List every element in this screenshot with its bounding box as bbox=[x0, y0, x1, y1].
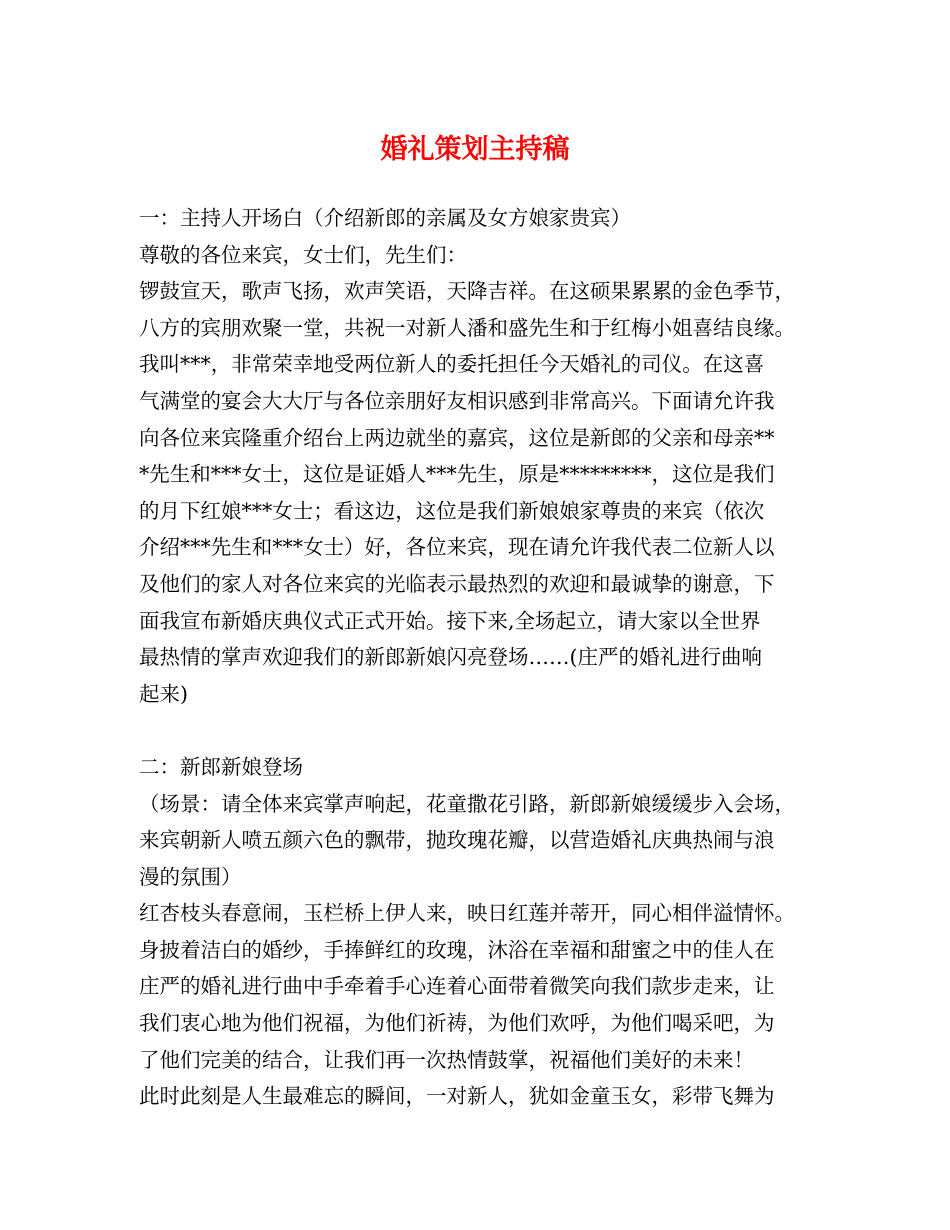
body-line: 的月下红娘***女士；看这边，这位是我们新娘娘家尊贵的来宾（依次 bbox=[139, 498, 765, 523]
body-line: 我叫***，非常荣幸地受两位新人的委托担任今天婚礼的司仪。在这喜 bbox=[139, 352, 765, 377]
section-heading-entrance: 二：新郎新娘登场 bbox=[139, 754, 303, 779]
body-line: 锣鼓宣天，歌声飞扬，欢声笑语，天降吉祥。在这硕果累累的金色季节， bbox=[139, 279, 795, 304]
section-heading-opening: 一：主持人开场白（介绍新郎的亲属及女方娘家贵宾） bbox=[139, 206, 631, 230]
document-body bbox=[139, 200, 829, 1115]
body-line: 了他们完美的结合，让我们再一次热情鼓掌，祝福他们美好的未来！ bbox=[139, 1047, 754, 1072]
body-line: 红杏枝头春意闹，玉栏桥上伊人来，映日红莲并蒂开，同心相伴溢情怀。 bbox=[139, 901, 795, 926]
body-line: 最热情的掌声欢迎我们的新郎新娘闪亮登场……(庄严的婚礼进行曲响 bbox=[139, 645, 762, 670]
body-line: 此时此刻是人生最难忘的瞬间，一对新人，犹如金童玉女，彩带飞舞为 bbox=[139, 1084, 775, 1109]
body-line: 来宾朝新人喷五颜六色的飘带，抛玫瑰花瓣，以营造婚礼庆典热闹与浪 bbox=[139, 828, 775, 853]
blank-line bbox=[139, 712, 829, 749]
body-line: （场景：请全体来宾掌声响起，花童撒花引路，新郎新娘缓缓步入会场， bbox=[139, 791, 795, 816]
body-line: 八方的宾朋欢聚一堂，共祝一对新人潘和盛先生和于红梅小姐喜结良缘。 bbox=[139, 315, 795, 340]
body-line: 身披着洁白的婚纱，手捧鲜红的玫瑰，沐浴在幸福和甜蜜之中的佳人在 bbox=[139, 937, 775, 962]
body-line: 及他们的家人对各位来宾的光临表示最热烈的欢迎和最诚挚的谢意，下 bbox=[139, 571, 775, 596]
document-title: 婚礼策划主持稿 bbox=[380, 134, 570, 165]
body-line: *先生和***女士，这位是证婚人***先生，原是*********，这位是我们 bbox=[139, 462, 775, 487]
body-line: 庄严的婚礼进行曲中手牵着手心连着心面带着微笑向我们款步走来，让 bbox=[139, 974, 775, 999]
body-line: 漫的氛围） bbox=[139, 864, 242, 889]
body-line: 向各位来宾隆重介绍台上两边就坐的嘉宾，这位是新郎的父亲和母亲** bbox=[139, 425, 775, 450]
body-line: 面我宣布新婚庆典仪式正式开始。接下来,全场起立，请大家以全世界 bbox=[139, 608, 761, 633]
body-line: 气满堂的宴会大大厅与各位亲朋好友相识感到非常高兴。下面请允许我 bbox=[139, 388, 775, 413]
body-line: 起来) bbox=[139, 681, 188, 706]
body-line: 介绍***先生和***女士）好，各位来宾，现在请允许我代表二位新人以 bbox=[139, 535, 775, 560]
body-line: 尊敬的各位来宾，女士们，先生们： bbox=[139, 242, 467, 267]
body-line: 我们衷心地为他们祝福，为他们祈祷，为他们欢呼，为他们喝采吧，为 bbox=[139, 1011, 775, 1036]
